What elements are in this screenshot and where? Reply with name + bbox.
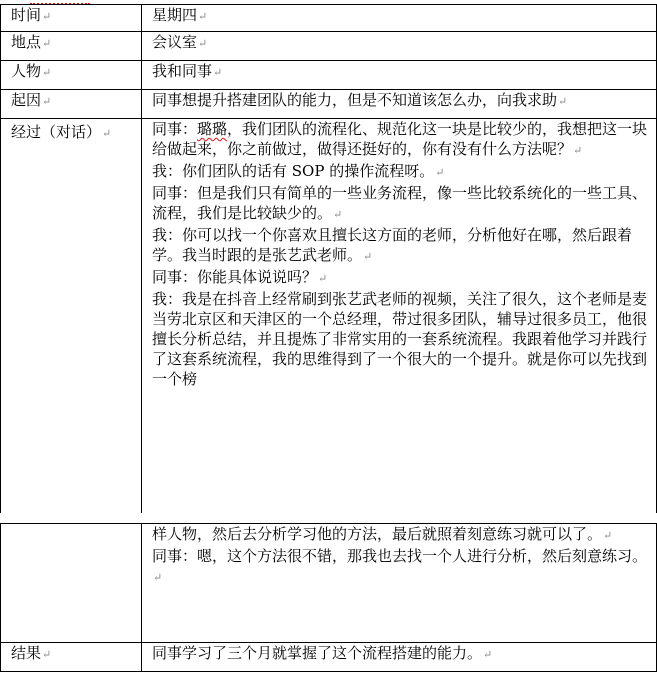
spellcheck-name: 璐璐 <box>197 120 228 138</box>
place-label: 地点↵ <box>1 32 142 61</box>
table-row-dialogue <box>1 119 657 514</box>
time-value: 星期四↵ <box>142 5 657 32</box>
table-row-cause <box>1 90 657 119</box>
dialogue-paragraph-4: 我：你可以找一个你喜欢且擅长这方面的老师，分析他好在哪，然后跟着学。我当时跟的是张艺武老师。↵ <box>152 226 633 264</box>
dialogue-content-continued <box>142 524 657 643</box>
page-break-gap <box>0 513 657 523</box>
place-value: 会议室↵ <box>142 32 657 61</box>
table-row-time <box>1 5 657 32</box>
table-row-place <box>1 32 657 61</box>
dialogue-paragraph-1: 同事：璐璐，我们团队的流程化、规范化这一块是比较少的，我想把这一块给做起来，你之前做过，做得还挺好的，你有没有什么方法呢？↵ <box>152 120 648 158</box>
people-label: 人物↵ <box>1 61 142 90</box>
event-table-page1 <box>0 4 657 514</box>
table-row-result <box>1 643 657 672</box>
result-label: 结果↵ <box>1 643 142 672</box>
result-value: 同事学习了三个月就掌握了这个流程搭建的能力。↵ <box>142 643 657 672</box>
dialogue-label: 经过（对话）↵ <box>1 119 142 514</box>
dialogue-paragraph-3: 同事：但是我们只有简单的一些业务流程，像一些比较系统化的一些工具、流程，我们是比较缺少的。↵ <box>152 184 648 222</box>
time-label: 时间↵ <box>1 5 142 32</box>
dialogue-label-continued <box>1 524 142 643</box>
event-table-page2 <box>0 523 657 672</box>
table-row-dialogue-continued <box>1 524 657 643</box>
dialogue-paragraph-7: 同事：嗯，这个方法很不错，那我也去找一个人进行分析，然后刻意练习。↵ <box>152 547 648 584</box>
cause-value: 同事想提升搭建团队的能力，但是不知道该怎么办，向我求助↵ <box>142 90 657 119</box>
people-value: 我和同事↵ <box>142 61 657 90</box>
dialogue-paragraph-2: 我：你们团队的话有 SOP 的操作流程呀。↵ <box>152 162 445 180</box>
table-row-people <box>1 61 657 90</box>
cause-label: 起因↵ <box>1 90 142 119</box>
dialogue-paragraph-6-continued: 样人物，然后去分析学习他的方法，最后就照着刻意练习就可以了。↵ <box>152 525 613 543</box>
dialogue-paragraph-5: 同事：你能具体说说吗？↵ <box>152 268 328 286</box>
dialogue-content <box>142 119 657 514</box>
dialogue-paragraph-6: 我：我是在抖音上经常刷到张艺武老师的视频，关注了很久，这个老师是麦当劳北京区和天津区的一个总经理，带过很多团队，辅导过很多员工，他很擅长分析总结，并且提炼了非常实用的一套系统流程。我跟着他学习并践行了这套系统流程，我的思维得到了一个很大的一个提升。就是你可以先找到一个榜 <box>152 290 648 388</box>
